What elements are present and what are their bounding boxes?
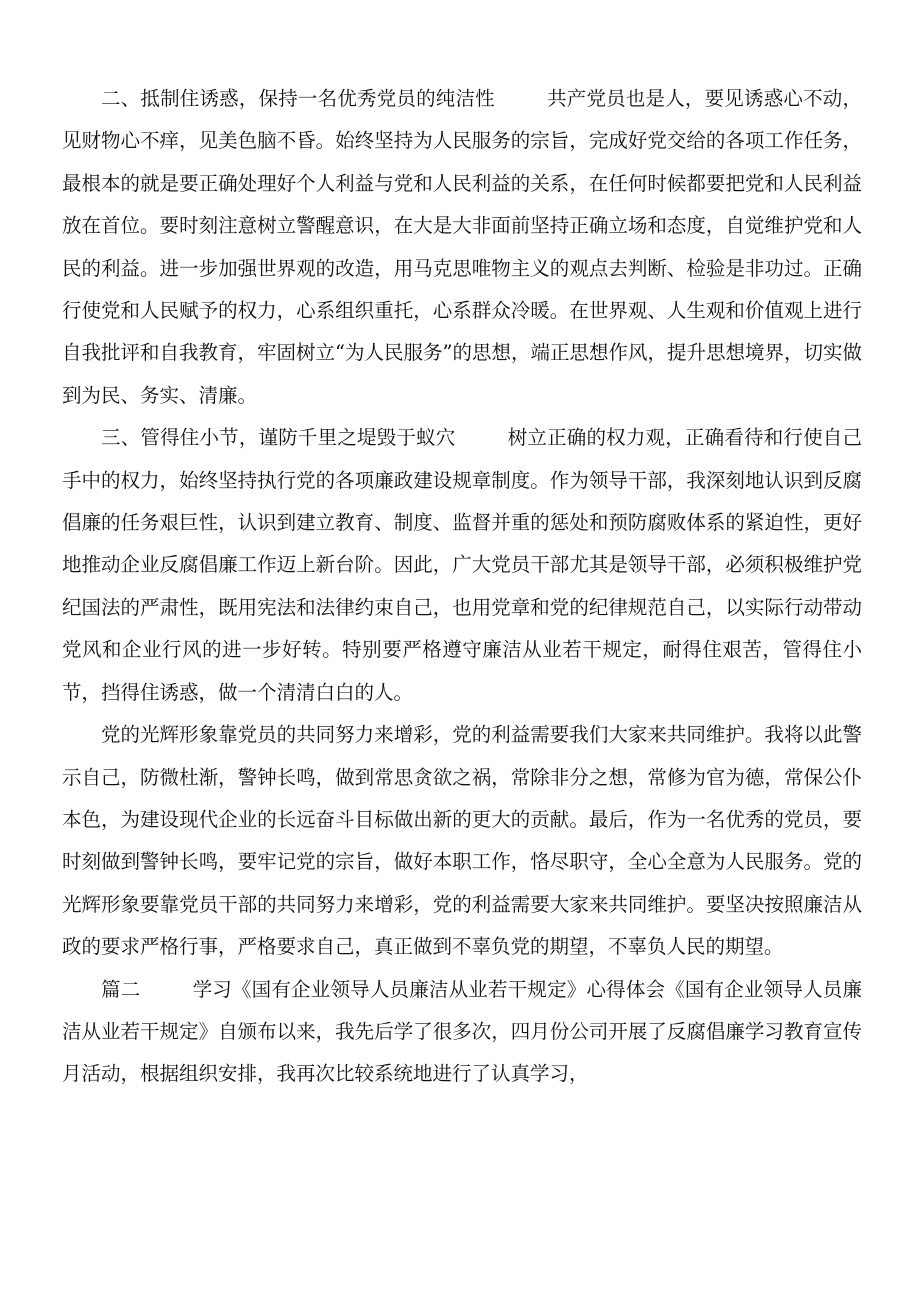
paragraph-manage-details (62, 417, 862, 714)
paragraph-text: 党的光辉形象靠党员的共同努力来增彩，党的利益需要我们大家来共同维护。我将以此警示自己，防微杜渐，警钟长鸣，做到常思贪欲之祸，常除非分之想，常修为官为德，常保公仆本色，为建设现代企业的长远奋斗目标做出新的更大的贡献。最后，作为一名优秀的党员，要时刻做到警钟长鸣，要牢记党的宗旨，做好本职工作，恪尽职守，全心全意为人民服务。党的光辉形象要靠党员干部的共同努力来增彩，党的利益需要大家来共同维护。要坚决按照廉洁从政的要求严格行事，严格要求自己，真正做到不辜负党的期望，不辜负人民的期望。 (62, 723, 862, 959)
section-heading-two: 二、抵制住诱惑，保持一名优秀党员的纯洁性 (101, 87, 495, 110)
part-label: 篇二 (101, 977, 141, 1001)
paragraph-text: 学习《国有企业领导人员廉洁从业若干规定》心得体会《国有企业领导人员廉洁从业若干规定》自颁布以来，我先后学了很多次，四月份公司开展了反腐倡廉学习教育宣传月活动，根据组织安排，我再次比较系统地进行了认真学习， (62, 977, 862, 1086)
paragraph-text: 树立正确的权力观，正确看待和行使自己手中的权力，始终坚持执行党的各项廉政建设规章制度。作为领导干部，我深刻地认识到反腐倡廉的任务艰巨性，认识到建立教育、制度、监督并重的惩处和预防腐败体系的紧迫性，更好地推动企业反腐倡廉工作迈上新台阶。因此，广大党员干部尤其是领导干部，必须积极维护党纪国法的严肃性，既用宪法和法律约束自己，也用党章和党的纪律规范自己，以实际行动带动党风和企业行风的进一步好转。特别要严格遵守廉洁从业若干规定，耐得住艰苦，管得住小节，挡得住诱惑，做一个清清白白的人。 (62, 426, 862, 704)
document-page (62, 78, 862, 1096)
paragraph-text: 共产党员也是人，要见诱惑心不动，见财物心不痒，见美色脑不昏。始终坚持为人民服务的宗旨，完成好党交给的各项工作任务，最根本的就是要正确处理好个人利益与党和人民利益的关系，在任何时候都要把党和人民利益放在首位。要时刻注意树立警醒意识，在大是大非面前坚持正确立场和态度，自觉维护党和人民的利益。进一步加强世界观的改造，用马克思唯物主义的观点去判断、检验是非功过。正确行使党和人民赋予的权力，心系组织重托，心系群众冷暖。在世界观、人生观和价值观上进行自我批评和自我教育，牢固树立“为人民服务”的思想，端正思想作风，提升思想境界，切实做到为民、务实、清廉。 (62, 87, 862, 407)
paragraph-part-two (62, 969, 862, 1096)
paragraph-party-image (62, 714, 862, 968)
paragraph-resist-temptation (62, 78, 862, 417)
section-heading-three: 三、管得住小节，谨防千里之堤毁于蚁穴 (101, 426, 456, 450)
